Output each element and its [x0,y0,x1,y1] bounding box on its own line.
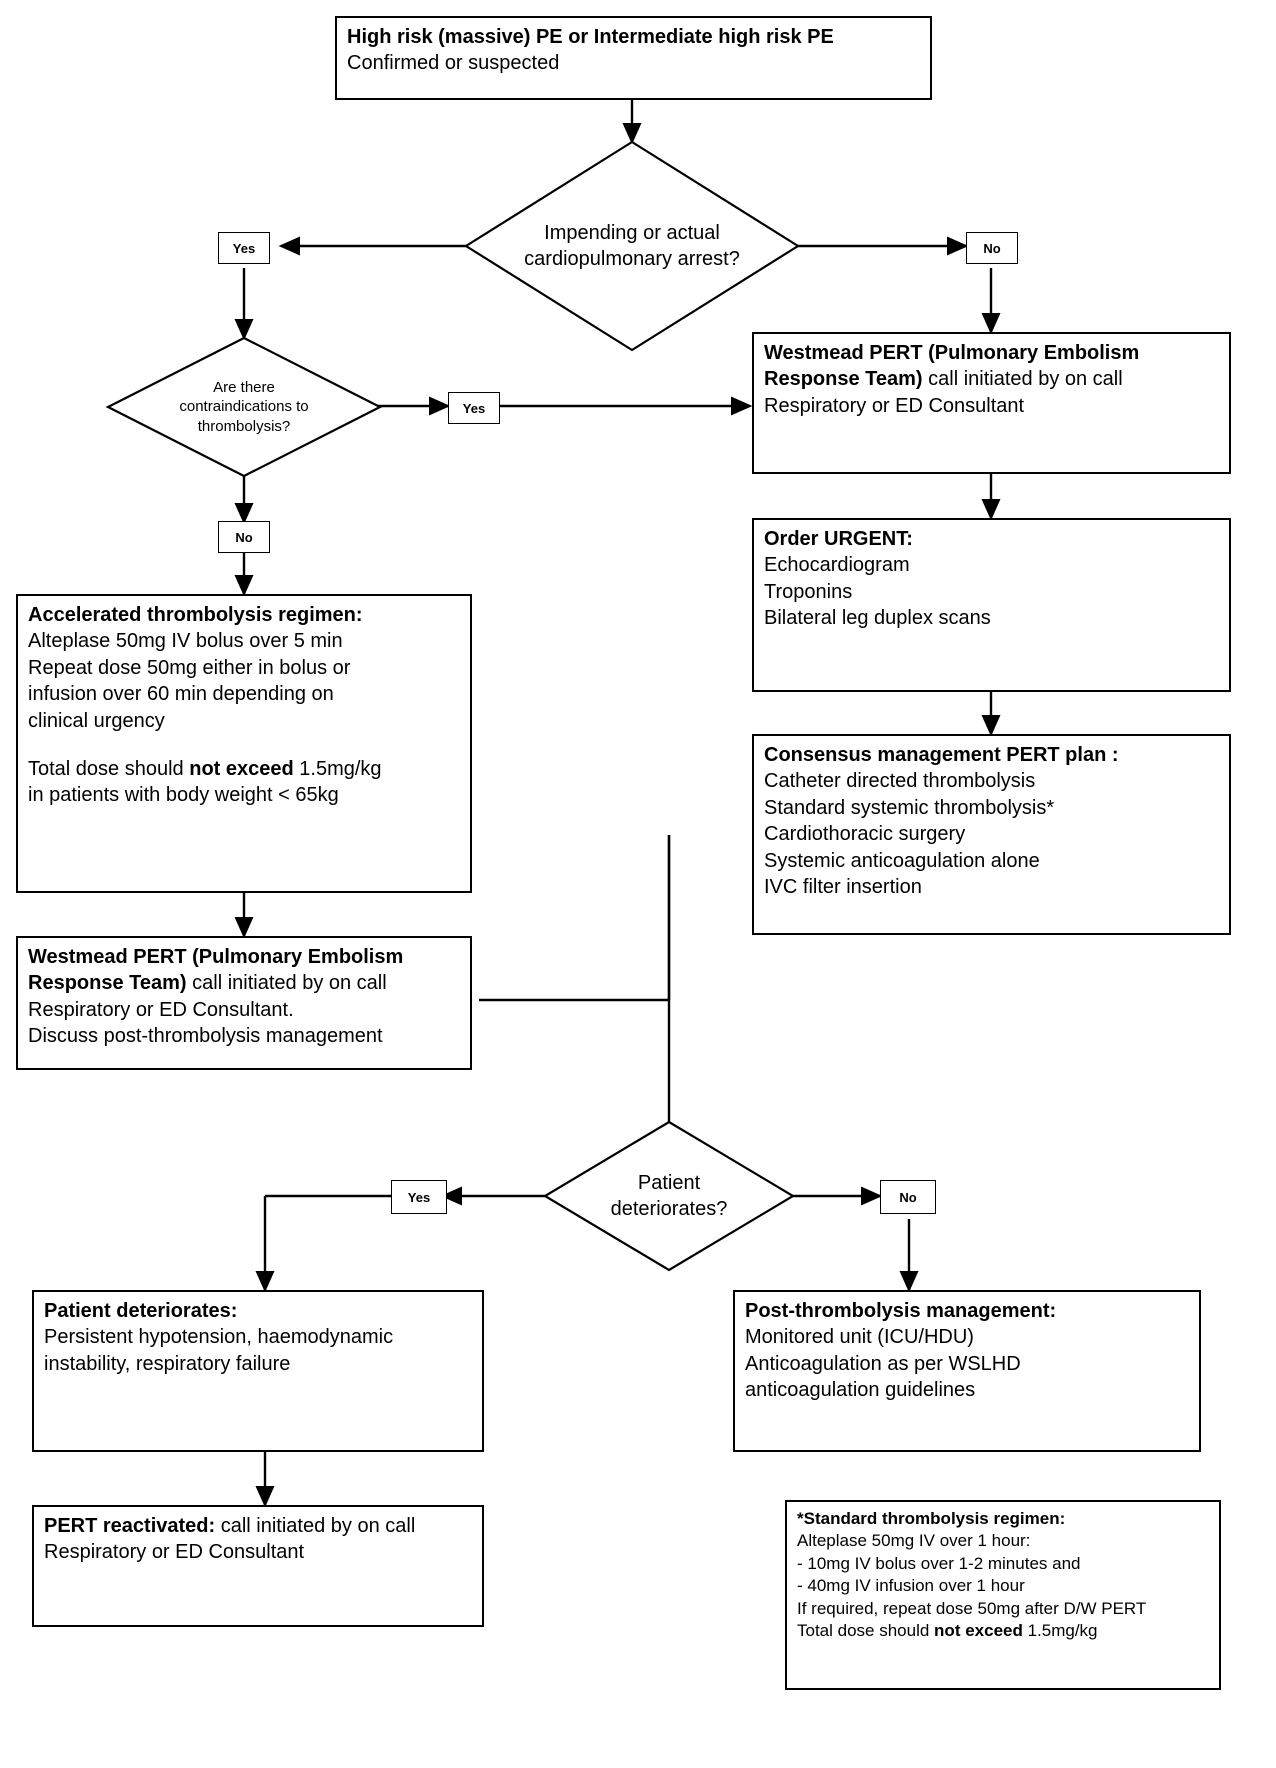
edge-label-contra-yes-text: Yes [462,400,486,416]
edge-label-contra-no-text: No [235,529,253,545]
patient-deteriorates-line-0: Persistent hypotension, haemodynamic [44,1326,394,1349]
post-thrombolysis-line-1: Anticoagulation as per WSLHD [745,1352,1021,1375]
node-pert-reactivated [32,1505,484,1627]
order-urgent-item-1: Troponins [764,580,853,603]
standard-note-total-bold: not exceed [934,1621,1023,1641]
accelerated-heading: Accelerated thrombolysis regimen: [28,604,363,626]
accelerated-total-bold: not exceed [189,757,294,780]
edge-label-arrest-yes-text: Yes [232,240,256,256]
node-standard-regimen-note [785,1500,1221,1690]
accelerated-total-suffix: 1.5mg/kg [293,757,382,780]
standard-note-heading: *Standard thrombolysis regimen: [797,1509,1066,1528]
standard-note-total [797,1620,1209,1642]
accelerated-total-line [28,756,460,782]
node-post-thrombolysis [733,1290,1201,1452]
node-pert-call-left [16,936,472,1070]
consensus-item-3: Systemic anticoagulation alone [764,849,1040,872]
accelerated-line-1: Repeat dose 50mg either in bolus or [28,656,351,679]
standard-note-line-1: - 10mg IV bolus over 1-2 minutes and [797,1553,1081,1573]
post-thrombolysis-line-2: anticoagulation guidelines [745,1379,976,1402]
standard-note-line-3: If required, repeat dose 50mg after D/W PERT [797,1598,1147,1618]
consensus-heading: Consensus management PERT plan : [764,744,1119,766]
standard-note-line-0: Alteplase 50mg IV over 1 hour: [797,1531,1031,1551]
post-thrombolysis-line-0: Monitored unit (ICU/HDU) [745,1326,974,1349]
node-contraindications-decision [108,338,380,476]
node-patient-deteriorates [32,1290,484,1452]
standard-note-total-suffix: 1.5mg/kg [1022,1621,1098,1641]
arrest-decision-line2: cardiopulmonary arrest? [524,248,740,270]
node-start [335,16,932,100]
standard-note-total-prefix: Total dose should [797,1621,935,1641]
edge-label-contra-no [218,521,270,553]
node-pert-call-right [752,332,1231,474]
accelerated-line-2: infusion over 60 min depending on [28,683,334,706]
node-accelerated-regimen [16,594,472,893]
deteriorates-line2: deteriorates? [610,1198,728,1220]
edge-label-arrest-yes [218,232,270,264]
pert-call-right-rest: call initiated by on call Respiratory or ED Consultant [764,368,1123,417]
node-start-line1: High risk (massive) PE or Intermediate high risk PE [347,26,834,48]
pert-call-left-last: Discuss post-thrombolysis management [28,1025,383,1048]
edge-label-deteriorate-no [880,1180,936,1214]
edge-label-arrest-no [966,232,1018,264]
pert-call-left-bold: Westmead PERT (Pulmonary Embolism Response Team) [28,946,404,995]
contraindications-line1: Are there [213,378,275,396]
accelerated-total-prefix: Total dose should [28,757,190,780]
patient-deteriorates-heading: Patient deteriorates: [44,1300,238,1322]
order-urgent-item-0: Echocardiogram [764,554,910,577]
node-order-urgent [752,518,1231,692]
consensus-item-2: Cardiothoracic surgery [764,823,966,846]
node-start-line2: Confirmed or suspected [347,52,560,75]
pert-reactivated-bold: PERT reactivated: [44,1515,216,1537]
node-deteriorates-decision [545,1122,793,1270]
consensus-item-4: IVC filter insertion [764,875,922,898]
standard-note-line-2: - 40mg IV infusion over 1 hour [797,1576,1025,1596]
node-arrest-decision [466,142,798,350]
edge-label-deteriorate-yes [391,1180,447,1214]
contraindications-line2: contraindications to [179,398,309,416]
accelerated-spacer [28,734,460,756]
pert-call-right-bold: Westmead PERT (Pulmonary Embolism Response Team) [764,342,1140,391]
edge-label-deteriorate-no-text: No [899,1189,917,1205]
consensus-item-0: Catheter directed thrombolysis [764,770,1036,793]
accelerated-line-0: Alteplase 50mg IV bolus over 5 min [28,630,343,653]
edge-label-arrest-no-text: No [983,240,1001,256]
pert-call-left-rest: call initiated by on call Respiratory or ED Consultant. [28,972,387,1021]
order-urgent-item-2: Bilateral leg duplex scans [764,607,991,630]
pert-reactivated-rest: call initiated by on call Respiratory or ED Consultant [44,1515,416,1564]
patient-deteriorates-line-1: instability, respiratory failure [44,1352,291,1375]
order-urgent-heading: Order URGENT: [764,528,913,550]
contraindications-line3: thrombolysis? [197,417,291,435]
post-thrombolysis-heading: Post-thrombolysis management: [745,1300,1057,1322]
arrest-decision-line1: Impending or actual [544,222,720,244]
accelerated-total-line2: in patients with body weight < 65kg [28,784,339,807]
edge-label-contra-yes [448,392,500,424]
consensus-item-1: Standard systemic thrombolysis* [764,796,1055,819]
node-consensus-plan [752,734,1231,935]
deteriorates-line1: Patient [637,1172,701,1194]
edge-label-deteriorate-yes-text: Yes [407,1189,431,1205]
accelerated-line-3: clinical urgency [28,709,165,732]
